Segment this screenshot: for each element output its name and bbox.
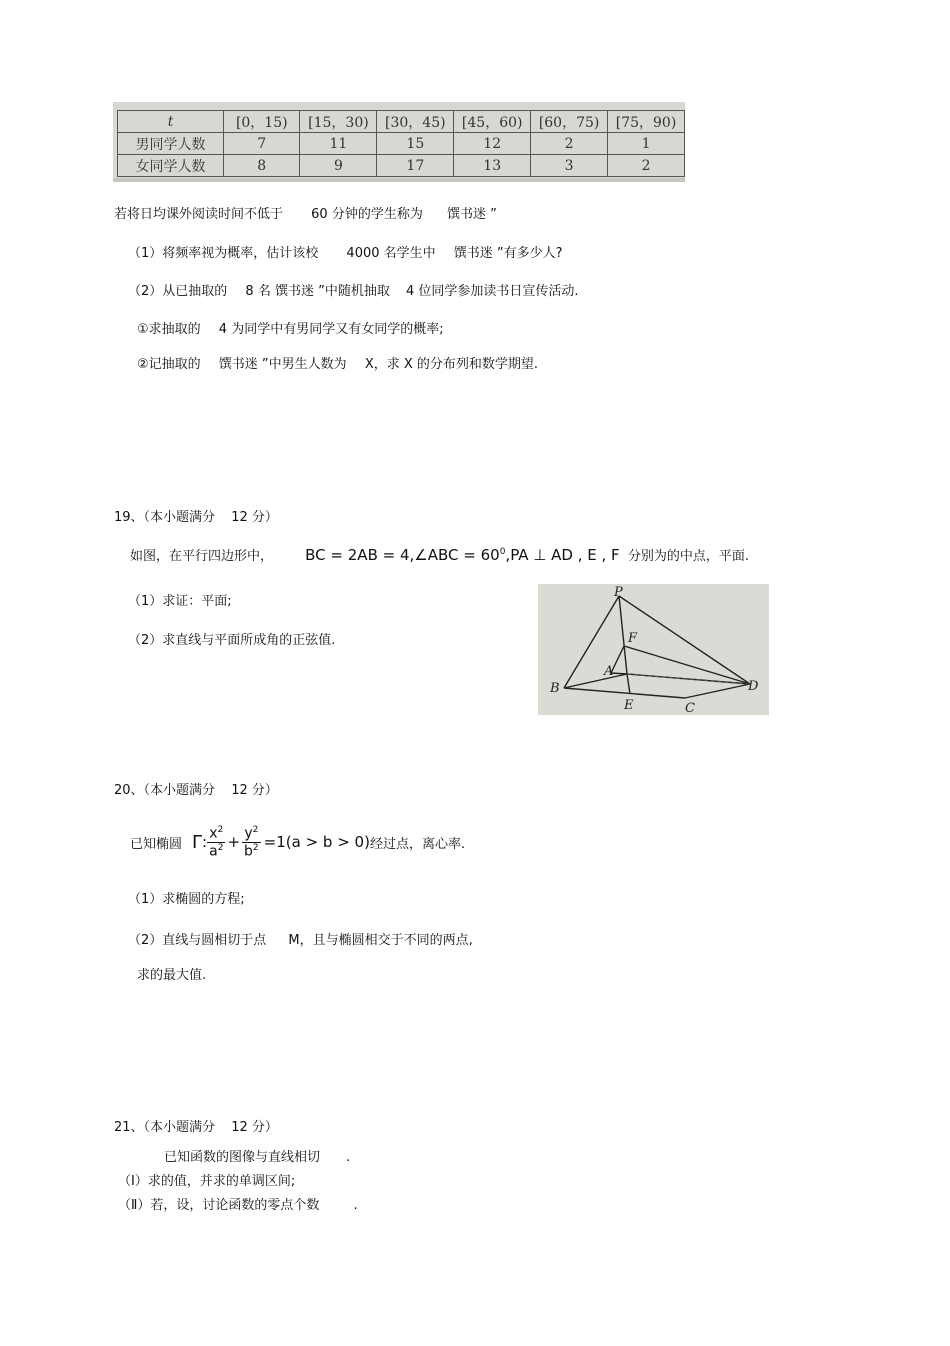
q21-part2-dot: . — [353, 1198, 358, 1213]
q18-sub1-text-b: 4 为同学中有男同学又有女同学的概率; — [218, 322, 444, 337]
q20-y-sq: 2 — [252, 824, 259, 835]
table-cell: 15 — [377, 133, 454, 155]
q19-title-a: 19、（本小题满分 — [114, 510, 216, 525]
label-D: D — [748, 679, 759, 694]
table-row — [118, 155, 685, 177]
q20-title-a: 20、（本小题满分 — [114, 783, 216, 798]
q20-rhs: =1(a > b > 0) — [263, 833, 370, 851]
reading-time-table — [117, 110, 685, 177]
q19-intro — [130, 545, 749, 564]
q21-part1: （Ⅰ）求的值，并求的单调区间; — [118, 1174, 296, 1189]
table-cell: 2 — [608, 155, 685, 177]
reading-time-table-photo — [113, 102, 685, 182]
q21-intro — [164, 1146, 350, 1165]
q18-part1 — [128, 242, 563, 261]
table-cell: 2 — [531, 133, 608, 155]
q19-title-b: 12 分） — [231, 510, 278, 525]
q18-sub1-text-a: ①求抽取的 — [137, 322, 201, 337]
q21-title — [114, 1116, 278, 1135]
q19-title — [114, 506, 278, 525]
table-cell: 3 — [531, 155, 608, 177]
q20-frac-y — [242, 825, 261, 859]
table-header-cell: [0，15) — [224, 111, 300, 133]
q20-intro — [130, 818, 465, 866]
label-B: B — [550, 681, 560, 696]
table-cell: 9 — [300, 155, 377, 177]
q18-sub2-text-b: 馔书迷 ”中男生人数为 — [218, 357, 347, 372]
pyramid-diagram — [538, 584, 769, 715]
table-header-cell: [60，75) — [531, 111, 608, 133]
q19-formula-main: BC = 2AB = 4,∠ABC = 60 — [305, 546, 500, 564]
q20-title — [114, 779, 278, 798]
q18-sub2-text-c: X，求 X 的分布列和数学期望. — [364, 357, 539, 372]
table-header-cell: [15，30) — [300, 111, 377, 133]
q19-part2: （2）求直线与平面所成角的正弦值. — [128, 633, 336, 648]
q20-frac-x-num — [207, 825, 225, 843]
q18-intro — [114, 203, 497, 222]
q18-part1-text-c: 馔书迷 ”有多少人? — [453, 246, 563, 261]
table-header-cell: [30，45) — [377, 111, 454, 133]
q20-y: y — [244, 825, 253, 842]
q18-part1-text-b: 4000 名学生中 — [346, 246, 436, 261]
q20-part2-cont: 求的最大值. — [137, 968, 207, 983]
q21-intro-text: 已知函数的图像与直线相切 — [164, 1150, 321, 1165]
q20-gamma: Γ — [192, 831, 203, 853]
table-cell: 17 — [377, 155, 454, 177]
q20-part2 — [128, 929, 473, 948]
q18-part2-text-a: （2）从已抽取的 — [128, 284, 228, 299]
q20-a-sq: 2 — [217, 842, 224, 853]
q19-intro-a: 如图，在平行四边形中， — [130, 549, 274, 564]
table-row-label: 女同学人数 — [118, 155, 224, 177]
table-header-cell: [75，90) — [608, 111, 685, 133]
q18-sub2 — [137, 353, 538, 372]
table-cell: 12 — [454, 133, 531, 155]
q21-intro-dot: . — [346, 1150, 351, 1165]
q20-part1: （1）求椭圆的方程; — [128, 892, 245, 907]
q18-part2-text-c: 4 位同学参加读书日宣传活动. — [405, 284, 579, 299]
pyramid-figure — [538, 584, 769, 715]
label-P: P — [614, 585, 623, 600]
table-cell: 11 — [300, 133, 377, 155]
q19-intro-b: 分别为的中点，平面. — [627, 549, 749, 564]
table-row — [118, 133, 685, 155]
q20-colon: : — [202, 833, 208, 851]
q21-title-a: 21、（本小题满分 — [114, 1120, 216, 1135]
q20-a: a — [209, 843, 218, 860]
q18-intro-text-a: 若将日均课外阅读时间不低于 — [114, 207, 284, 222]
table-cell: 13 — [454, 155, 531, 177]
q20-frac-y-num — [242, 825, 261, 843]
q20-intro-b: 经过点，离心率. — [369, 836, 466, 852]
q18-part1-text-a: （1）将频率视为概率，估计该校 — [128, 246, 319, 261]
q21-part2-text: （Ⅱ）若，设，讨论函数的零点个数 — [118, 1198, 320, 1213]
label-E: E — [624, 698, 634, 713]
q20-part2-b: M，且与椭圆相交于不同的两点, — [288, 933, 473, 948]
q18-sub2-text-a: ②记抽取的 — [137, 357, 201, 372]
q19-part1: （1）求证：平面; — [128, 594, 232, 609]
table-row-label: 男同学人数 — [118, 133, 224, 155]
q20-frac-x — [207, 825, 225, 859]
table-cell: 1 — [608, 133, 685, 155]
q20-x-sq: 2 — [217, 824, 224, 835]
q20-frac-y-den — [242, 843, 261, 860]
q18-sub1 — [137, 318, 444, 337]
q20-x: x — [209, 825, 218, 842]
q18-part2-text-b: 8 名 馔书迷 ”中随机抽取 — [245, 284, 390, 299]
label-C: C — [685, 701, 695, 715]
q19-formula — [305, 546, 620, 564]
q20-frac-x-den — [207, 843, 225, 860]
label-F: F — [628, 631, 638, 646]
label-A: A — [604, 664, 614, 679]
q20-plus: + — [227, 833, 241, 851]
table-header-cell: [45，60) — [454, 111, 531, 133]
q18-intro-text-c: 馔书迷 ” — [446, 207, 497, 222]
q18-intro-text-b: 60 分钟的学生称为 — [311, 207, 423, 222]
q18-part2 — [128, 280, 579, 299]
q19-formula-tail: ,PA ⊥ AD , E , F — [505, 546, 620, 564]
table-cell: 7 — [224, 133, 300, 155]
q19-formula-degree: 0 — [499, 547, 506, 557]
table-cell: 8 — [224, 155, 300, 177]
q20-b-sq: 2 — [252, 842, 259, 853]
q20-b: b — [244, 843, 253, 860]
q21-part2 — [118, 1194, 358, 1213]
q20-intro-a: 已知椭圆 — [130, 836, 183, 852]
table-header-t: t — [118, 111, 224, 133]
photo-crop-edge — [113, 178, 685, 182]
table-header-row — [118, 111, 685, 133]
q21-title-b: 12 分） — [231, 1120, 278, 1135]
q20-part2-a: （2）直线与圆相切于点 — [128, 933, 267, 948]
q20-title-b: 12 分） — [231, 783, 278, 798]
